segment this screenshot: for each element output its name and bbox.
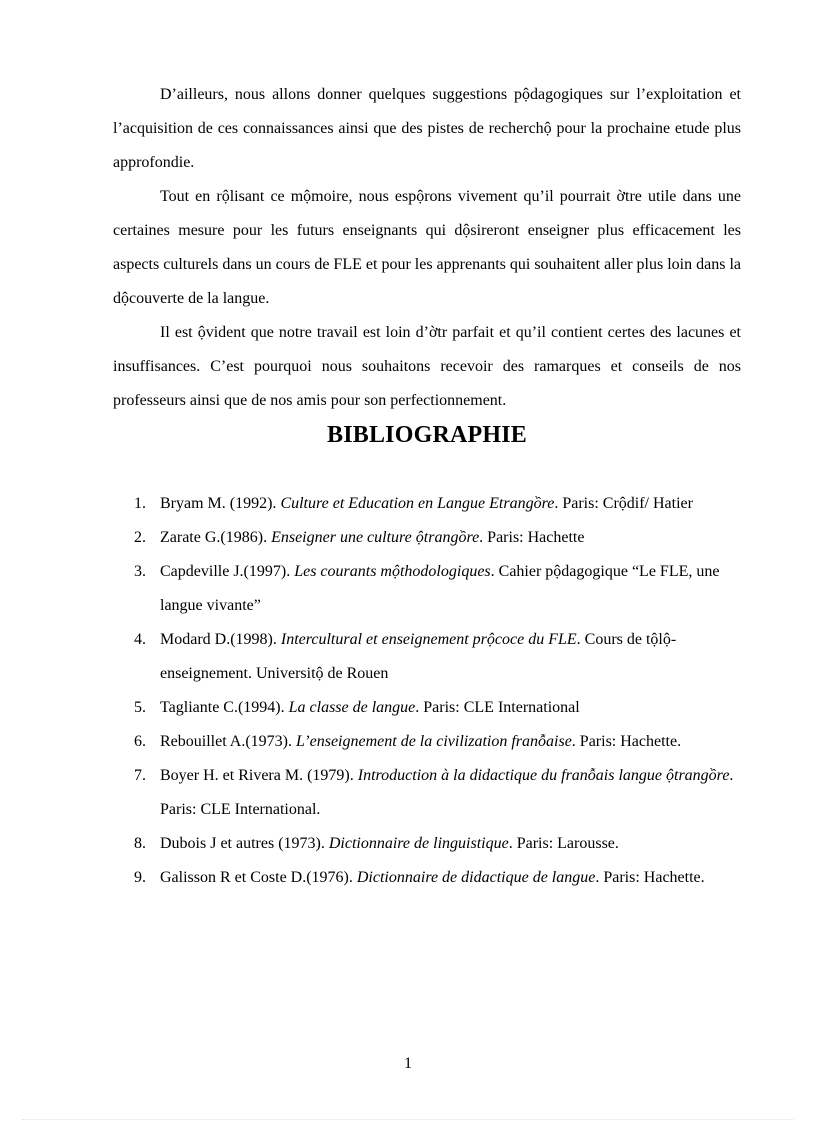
- entry-author: Boyer H. et Rivera M. (1979).: [160, 767, 358, 784]
- entry-publisher: . Paris: Hachette.: [571, 733, 682, 750]
- bibliography-entry: [113, 861, 741, 895]
- entry-author: Dubois J et autres (1973).: [160, 835, 329, 852]
- bibliography-heading: BIBLIOGRAPHIE: [327, 422, 527, 448]
- entry-author: Bryam M. (1992).: [160, 495, 281, 512]
- entry-number: 2.: [134, 529, 146, 546]
- entry-author: Tagliante C.(1994).: [160, 699, 289, 716]
- paragraph-memoire-utility: Tout en rộlisant ce mộmoire, nous espộrons vivement qu’il pourrait ờtre utile dans une certaines mesure pour les futurs enseignants qui dộsireront enseigner plus efficacement les aspects culturels dans un cours de FLE et pour les apprenants qui souhaitent aller plus loin dans la dộcouverte de la langue.: [113, 188, 741, 307]
- entry-publisher: . Paris: Hachette: [479, 529, 585, 546]
- entry-number: 5.: [134, 699, 146, 716]
- bibliography-entry: [113, 623, 741, 691]
- entry-title: Les courants mộthodologiques: [294, 563, 491, 580]
- entry-title: La classe de langue: [288, 699, 416, 716]
- entry-number: 6.: [134, 733, 146, 750]
- entry-number: 9.: [134, 869, 146, 886]
- paragraph-limitations: Il est ộvident que notre travail est loin d’ờtr parfait et qu’il contient certes des lacunes et insuffisances. C’est pourquoi nous souhaitons recevoir des ramarques et conseils de nos professeurs ainsi que de nos amis pour son perfectionnement.: [113, 324, 741, 409]
- bibliography-entry: [113, 521, 741, 555]
- entry-title: Introduction à la didactique du franỗais langue ộtrangồre: [357, 767, 730, 784]
- entry-publisher: . Paris: CLE International: [415, 699, 580, 716]
- page-content: [113, 78, 741, 895]
- entry-title: Intercultural et enseignement prộcoce du FLE: [280, 631, 577, 648]
- bibliography-entry: [113, 487, 741, 521]
- entry-publisher: . Paris: Larousse.: [508, 835, 619, 852]
- entry-author: Galisson R et Coste D.(1976).: [160, 869, 357, 886]
- bibliography-entry: [113, 555, 741, 623]
- entry-author: Rebouillet A.(1973).: [160, 733, 296, 750]
- bibliography-list: [113, 487, 741, 895]
- bibliography-entry: [113, 827, 741, 861]
- entry-author: Zarate G.(1986).: [160, 529, 272, 546]
- entry-number: 8.: [134, 835, 146, 852]
- entry-number: 1.: [134, 495, 146, 512]
- entry-publisher: . Paris: Hachette.: [595, 869, 705, 886]
- entry-publisher: . Paris: CLE International.: [160, 767, 734, 818]
- bibliography-entry: [113, 759, 741, 827]
- entry-number: 3.: [134, 563, 146, 580]
- page-number: 1: [404, 1055, 412, 1072]
- entry-number: 7.: [134, 767, 146, 784]
- entry-number: 4.: [134, 631, 146, 648]
- entry-title: L’enseignement de la civilization franỗaise: [295, 733, 572, 750]
- bibliography-entry: [113, 725, 741, 759]
- entry-title: Culture et Education en Langue Etrangồre: [280, 495, 555, 512]
- bibliography-entry: [113, 691, 741, 725]
- entry-author: Capdeville J.(1997).: [160, 563, 295, 580]
- entry-publisher: . Paris: Crộdif/ Hatier: [554, 495, 693, 512]
- entry-title: Enseigner une culture ộtrangồre: [271, 529, 480, 546]
- entry-publisher: . Cours de tộlộ-enseignement. Universitộ de Rouen: [160, 631, 677, 682]
- paragraph-suggestions: D’ailleurs, nous allons donner quelques suggestions pộdagogiques sur l’exploitation et l’acquisition de ces connaissances ainsi que des pistes de recherchộ pour la prochaine etude plus approfondie.: [113, 86, 741, 171]
- entry-title: Dictionnaire de didactique de langue: [356, 869, 596, 886]
- entry-author: Modard D.(1998).: [160, 631, 281, 648]
- page-bottom-divider: [22, 1119, 794, 1120]
- entry-title: Dictionnaire de linguistique: [328, 835, 509, 852]
- entry-publisher: . Cahier pộdagogique “Le FLE, une langue vivante”: [160, 563, 720, 614]
